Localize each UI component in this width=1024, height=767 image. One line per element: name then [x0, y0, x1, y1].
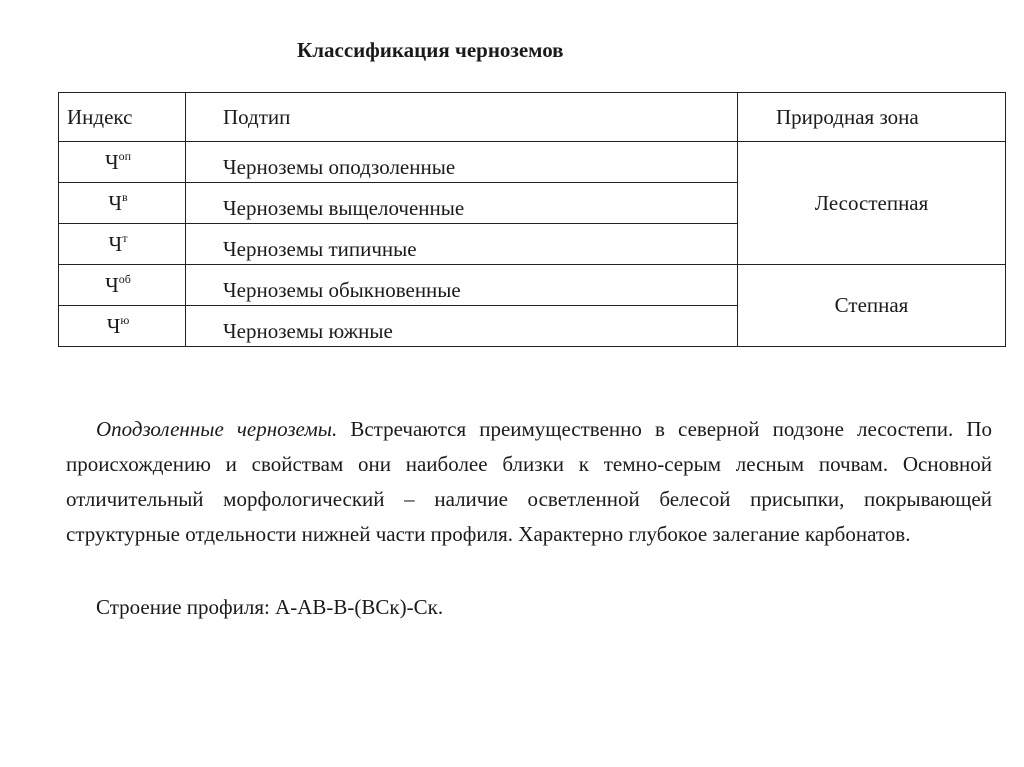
subtype-text: Черноземы оподзоленные: [223, 154, 456, 179]
header-index: Индекс: [59, 93, 186, 142]
index-cell: [59, 224, 186, 265]
subtype-text: Черноземы обыкновенные: [223, 277, 461, 302]
index-cell: [59, 265, 186, 306]
index-base: Ч: [106, 314, 121, 338]
paragraph-body: Встречаются преимущественно в северной подзоне лесостепи. По происхождению и свойствам они наиболее близки к темно-серым лесным почвам. Основной отличительный морфологический – наличие осветленной белесой присыпки, покрывающей структурные отдельности нижней части профиля. Характерно глубокое залегание карбонатов.: [66, 417, 992, 546]
header-zone: Природная зона: [738, 93, 1006, 142]
index-base: Ч: [105, 273, 119, 297]
classification-table: [58, 92, 1006, 347]
index-subscript: об: [118, 272, 131, 286]
index-subscript: оп: [118, 149, 132, 163]
index-base: Ч: [104, 150, 119, 174]
subtype-text: Черноземы типичные: [223, 236, 417, 261]
paragraph-lead: Оподзоленные черноземы.: [96, 417, 338, 441]
index-base: Ч: [108, 191, 122, 215]
subtype-text: Черноземы южные: [223, 318, 393, 343]
index-subscript: ю: [120, 313, 130, 327]
index-cell: [59, 306, 186, 347]
index-subscript: т: [122, 231, 128, 245]
description-paragraph: [66, 412, 992, 552]
zone-forest-steppe: Лесостепная: [738, 142, 1006, 265]
zone-steppe: Степная: [738, 265, 1006, 347]
index-cell: [59, 183, 186, 224]
index-cell: [59, 142, 186, 183]
profile-structure: Строение профиля: А-АВ-В-(ВСк)-Ск.: [96, 595, 444, 619]
table-row: [59, 142, 1006, 183]
index-subscript: в: [121, 190, 128, 204]
subtype-cell: [186, 183, 738, 224]
subtype-cell: [186, 306, 738, 347]
page-title: Классификация черноземов: [297, 38, 564, 62]
subtype-cell: [186, 265, 738, 306]
subtype-text: Черноземы выщелоченные: [223, 195, 465, 220]
header-subtype: Подтип: [186, 93, 738, 142]
table-row: [59, 265, 1006, 306]
subtype-cell: [186, 224, 738, 265]
index-base: Ч: [108, 232, 123, 256]
table-header-row: [59, 93, 1006, 142]
subtype-cell: [186, 142, 738, 183]
